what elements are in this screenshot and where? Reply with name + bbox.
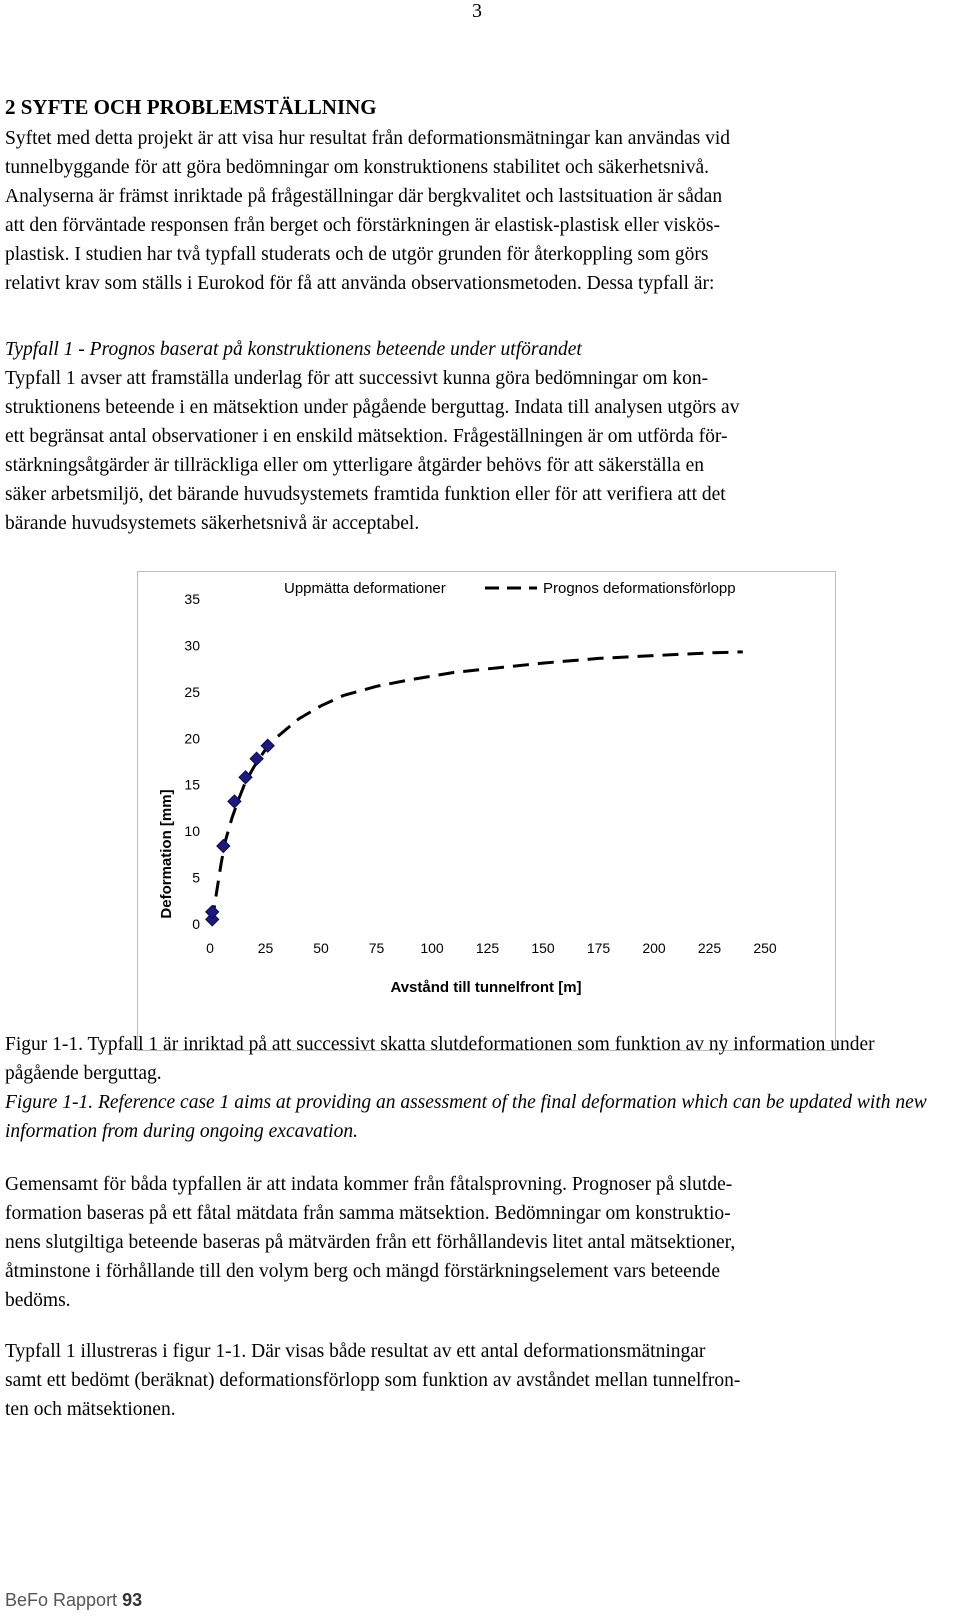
text-line: Syftet med detta projekt är att visa hur resultat från deformationsmätningar kan användas vid [5,128,731,149]
text-line: säker arbetsmiljö, det bärande huvudsystemets framtida funktion eller för att verifiera att det [5,484,726,505]
y-tick-labels [184,591,200,932]
y-tick-label: 30 [184,637,200,654]
x-tick-label: 75 [368,940,385,956]
figure-caption [5,1030,945,1146]
x-tick-label: 0 [206,940,214,956]
chart-svg [138,572,835,1050]
legend-label-prognosis: Prognos deformationsförlopp [543,580,736,597]
x-tick-label: 250 [753,940,777,956]
x-tick-labels [206,940,777,956]
chart-legend [138,580,736,597]
x-tick-label: 225 [697,940,722,956]
y-tick-label: 35 [184,591,200,607]
x-tick-label: 25 [257,940,274,956]
y-tick-label: 5 [192,869,200,886]
footer-brand: BeFo Rapport [5,1590,118,1610]
legend-label-measured: Uppmätta deformationer [284,580,446,597]
prognosis-series [212,652,743,921]
text-line: ett begränsat antal observationer i en enskild mätsektion. Frågeställningen är om utförda för- [5,426,728,447]
intro-paragraph [5,124,945,298]
y-tick-label: 10 [184,823,200,840]
x-tick-label: 150 [531,940,555,956]
text-line: samt ett bedömt (beräknat) deformationsförlopp som funktion av avståndet mellan tunnelfron- [5,1370,741,1391]
footer [5,1590,142,1611]
x-tick-label: 50 [313,940,329,956]
page-number: 3 [472,0,482,22]
text-line: ten och mätsektionen. [5,1399,176,1420]
measured-point [217,840,230,853]
measured-series [206,739,275,926]
footer-number: 93 [122,1590,143,1610]
caption-swedish: Figur 1-1. Typfall 1 är inriktad på att successivt skatta slutdeformationen som funktion av ny information under pågående berguttag. [5,1034,875,1084]
x-tick-label: 200 [642,940,666,956]
paragraph-illustration [5,1337,945,1424]
section-heading: 2 SYFTE OCH PROBLEMSTÄLLNING [5,95,377,119]
x-tick-label: 100 [420,940,444,956]
case-section [5,335,945,538]
text-line: bedöms. [5,1290,71,1311]
text-line: formation baseras på ett fåtal mätdata från samma mätsektion. Bedömningar om konstruktio- [5,1203,731,1224]
text-line: Typfall 1 illustreras i figur 1-1. Där visas både resultat av ett antal deformationsmätningar [5,1341,706,1362]
text-line: nens slutgiltiga beteende baseras på mätvärden från ett förhållandevis litet antal mätsektioner, [5,1232,736,1253]
text-line: bärande huvudsystemets säkerhetsnivå är acceptabel. [5,513,420,534]
text-line: Typfall 1 avser att framställa underlag för att successivt kunna göra bedömningar om kon- [5,368,709,389]
case-heading: Typfall 1 - Prognos baserat på konstruktionens beteende under utförandet [5,339,582,360]
prognosis-line [212,652,743,921]
text-line: tunnelbyggande för att göra bedömningar om konstruktionens stabilitet och säkerhetsnivå. [5,157,709,178]
x-axis-label: Avstånd till tunnelfront [m] [390,979,582,996]
y-tick-label: 20 [184,730,200,747]
text-line: Analyserna är främst inriktade på frågeställningar där bergkvalitet och lastsituation är sådan [5,186,723,207]
text-line: relativt krav som ställs i Eurokod för få att använda observationsmetoden. Dessa typfall är: [5,273,715,294]
text-line: Gemensamt för båda typfallen är att indata kommer från fåtalsprovning. Prognoser på slutde- [5,1174,733,1195]
measured-point [206,905,219,918]
x-tick-label: 125 [475,940,500,956]
y-tick-label: 0 [192,916,200,932]
text-line: struktionens beteende i en mätsektion under pågående berguttag. Indata till analysen utgörs av [5,397,740,418]
y-axis-label: Deformation [mm] [158,789,175,919]
y-tick-label: 15 [184,776,200,793]
paragraph-common [5,1170,945,1315]
text-line: plastisk. I studien har två typfall studerats och de utgör grunden för återkoppling som görs [5,244,709,265]
x-tick-label: 175 [586,940,611,956]
deformation-chart [137,571,836,1051]
caption-english: Figure 1-1. Reference case 1 aims at providing an assessment of the final deformation which can be updated with new information from during ongoing excavation. [5,1092,927,1142]
text-line: stärkningsåtgärder är tillräckliga eller om ytterligare åtgärder behövs för att säkerställa en [5,455,704,476]
text-line: att den förväntade responsen från berget och förstärkningen är elastisk-plastisk eller viskös- [5,215,720,236]
text-line: åtminstone i förhållande till den volym berg och mängd förstärkningselement vars beteende [5,1261,720,1282]
y-tick-label: 25 [184,683,200,700]
